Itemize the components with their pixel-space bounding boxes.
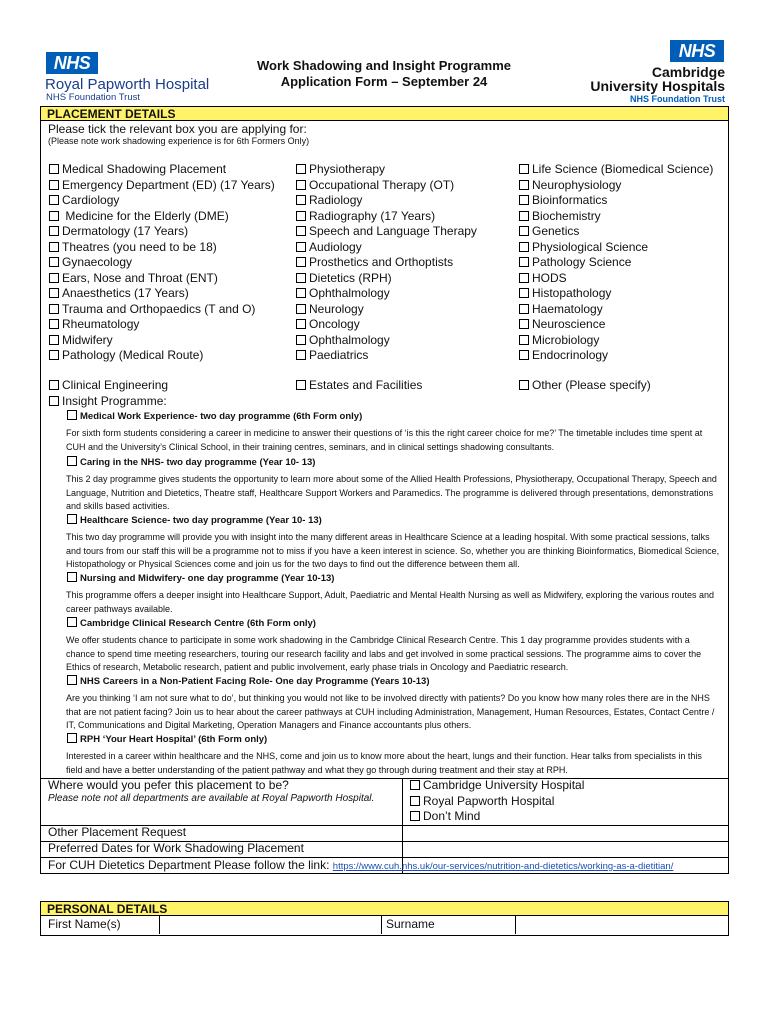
option-label: Pathology Science: [532, 255, 632, 269]
placement-option[interactable]: [519, 255, 713, 271]
form-title-line2: Application Form – September 24: [280, 74, 488, 89]
placement-option[interactable]: [519, 240, 713, 256]
checkbox[interactable]: [67, 456, 77, 466]
checkbox[interactable]: [49, 226, 59, 236]
option-label: Physiotherapy: [309, 162, 386, 176]
placement-option[interactable]: [49, 240, 275, 256]
placement-option[interactable]: [296, 178, 477, 194]
checkbox[interactable]: [67, 675, 77, 685]
other-request-label: Other Placement Request: [48, 825, 187, 839]
dietetics-link[interactable]: https://www.cuh.nhs.uk/our-services/nutrition-and-dietetics/working-as-a-dietitian/: [332, 861, 674, 872]
option-label: Emergency Department (ED) (17 Years): [62, 177, 275, 192]
placement-option[interactable]: [296, 240, 477, 256]
checkbox[interactable]: [67, 617, 77, 627]
checkbox[interactable]: [519, 335, 529, 345]
checkbox[interactable]: [296, 288, 306, 298]
programme-title[interactable]: RPH ‘Your Heart Hospital’ (6th Form only): [67, 733, 267, 745]
checkbox[interactable]: [49, 304, 59, 314]
placement-option[interactable]: [519, 271, 713, 287]
option-label: Occupational Therapy (OT): [309, 177, 455, 192]
placement-instruction: Please tick the relevant box you are applying for:: [48, 122, 307, 136]
placement-option[interactable]: [519, 162, 713, 178]
placement-option[interactable]: [519, 348, 713, 364]
checkbox[interactable]: [296, 242, 306, 252]
placement-option[interactable]: [296, 302, 477, 318]
checkbox[interactable]: [296, 180, 306, 190]
checkbox[interactable]: [49, 195, 59, 205]
nhs-logo-right: NHS: [670, 40, 724, 62]
option-label: Bioinformatics: [532, 193, 608, 207]
university-hospitals-name: University Hospitals: [590, 78, 725, 94]
checkbox[interactable]: [296, 164, 306, 174]
where-question: Where would you pefer this placement to be?: [48, 778, 289, 792]
option-estates-facilities[interactable]: Estates and Facilities: [296, 378, 422, 394]
checkbox[interactable]: [296, 304, 306, 314]
placement-option[interactable]: [49, 271, 275, 287]
checkbox[interactable]: [410, 796, 420, 806]
checkbox[interactable]: [410, 811, 420, 821]
checkbox[interactable]: [49, 380, 59, 390]
placement-option[interactable]: [296, 224, 477, 240]
checkbox[interactable]: [296, 335, 306, 345]
option-clinical-engineering[interactable]: Clinical Engineering: [49, 378, 168, 394]
placement-option[interactable]: [49, 162, 275, 178]
option-label: Rheumatology: [62, 317, 140, 331]
first-name-field[interactable]: [160, 917, 380, 933]
where-option-cuh[interactable]: Cambridge University Hospital: [410, 778, 584, 794]
option-label: Ophthalmology: [309, 332, 390, 347]
where-note: Please note not all departments are available at Royal Papworth Hospital.: [48, 793, 375, 804]
option-label: Radiology: [309, 193, 363, 207]
programme-description: We offer students chance to participate in some work shadowing in the Cambridge Clinical Research Centre. This 1 day programme provides students with a chance to spend time meeting researchers, touring our research facility and labs and get involved in some practical sessions. The programme aims to cover the Ethics of research, Metabolic research, patient and public involvement, early phase trials in Oncology and Paediatric research.: [66, 635, 702, 672]
checkbox[interactable]: [296, 211, 306, 221]
placement-option[interactable]: [296, 193, 477, 209]
programme-title[interactable]: Cambridge Clinical Research Centre (6th Form only): [67, 617, 316, 629]
placement-option[interactable]: [296, 255, 477, 271]
placement-option[interactable]: [519, 317, 713, 333]
placement-option[interactable]: [49, 178, 275, 194]
option-label: Physiological Science: [532, 239, 649, 254]
option-label: Audiology: [309, 239, 362, 254]
checkbox[interactable]: [49, 257, 59, 267]
checkbox[interactable]: [49, 288, 59, 298]
placement-option[interactable]: [296, 286, 477, 302]
cambridge-name: Cambridge: [651, 64, 725, 80]
checkbox[interactable]: [519, 273, 529, 283]
placement-option[interactable]: [49, 302, 275, 318]
checkbox[interactable]: [49, 242, 59, 252]
option-label: Medical Shadowing Placement: [62, 162, 227, 176]
checkbox[interactable]: [519, 180, 529, 190]
option-column-3: [519, 162, 713, 364]
placement-option[interactable]: [49, 255, 275, 271]
royal-papworth-name: Royal Papworth Hospital: [45, 76, 210, 93]
placement-option[interactable]: [49, 193, 275, 209]
checkbox[interactable]: [519, 242, 529, 252]
option-label: Cardiology: [62, 193, 120, 207]
where-option-dont-mind[interactable]: Don’t Mind: [410, 809, 480, 825]
first-name-label: First Name(s): [48, 917, 121, 931]
preferred-dates-label: Preferred Dates for Work Shadowing Placement: [48, 841, 304, 855]
placement-note: (Please note work shadowing experience is for 6th Formers Only): [48, 136, 310, 146]
checkbox[interactable]: [67, 572, 77, 582]
checkbox[interactable]: [296, 319, 306, 329]
checkbox[interactable]: [67, 514, 77, 524]
option-column-1: [49, 162, 275, 364]
surname-label: Surname: [386, 917, 435, 931]
option-label: Radiography (17 Years): [309, 208, 436, 223]
checkbox[interactable]: [49, 211, 59, 221]
option-label: Anaesthetics (17 Years): [62, 286, 189, 300]
option-label: Ears, Nose and Throat (ENT): [62, 270, 218, 285]
preferred-dates-field[interactable]: [403, 842, 727, 857]
other-request-field[interactable]: [403, 826, 727, 841]
checkbox[interactable]: [296, 273, 306, 283]
placement-option[interactable]: [49, 286, 275, 302]
programme-title[interactable]: Caring in the NHS- two day programme (Year 10- 13): [67, 456, 315, 468]
option-label: Gynaecology: [62, 255, 133, 269]
option-label: Midwifery: [62, 332, 113, 347]
programme-title[interactable]: NHS Careers in a Non-Patient Facing Role- One day Programme (Years 10-13): [67, 675, 430, 687]
left-foundation-trust: NHS Foundation Trust: [46, 92, 140, 103]
option-label: Microbiology: [532, 332, 600, 347]
programme-description: For sixth form students considering a career in medicine to answer their questions of ‘is this the right career choice for me?’ The timetable includes time spent at CUH and the University’s Clinical School, in their training centres, seminars, and in clinical settings shadowing consultants.: [66, 428, 703, 452]
surname-field[interactable]: [516, 917, 727, 933]
option-label: Genetics: [532, 224, 580, 238]
personal-heading: PERSONAL DETAILS: [41, 902, 728, 916]
option-label: Medicine for the Elderly (DME): [62, 208, 229, 223]
checkbox[interactable]: [67, 410, 77, 420]
placement-option[interactable]: [296, 348, 477, 364]
option-label: Theatres (you need to be 18): [62, 239, 217, 254]
programme-description: This 2 day programme gives students the opportunity to learn more about some of the Allied Health Professions, Physiotherapy, Occupational Therapy, Speech and Language, Nutrition and Dietetics, Theatre staff, Healthcare Support Workers and Paramedics. The programme is delivered through presentations, demonstrations and skills based activities.: [66, 474, 717, 511]
placement-option[interactable]: [49, 209, 275, 225]
option-label: Life Science (Biomedical Science): [532, 162, 714, 176]
option-label: Ophthalmology: [309, 286, 390, 300]
option-label: Histopathology: [532, 286, 612, 300]
checkbox[interactable]: [519, 288, 529, 298]
divider: [381, 916, 382, 934]
option-label: Haematology: [532, 301, 603, 316]
checkbox[interactable]: [519, 226, 529, 236]
checkbox[interactable]: [519, 304, 529, 314]
nhs-logo-left: NHS: [46, 52, 98, 74]
option-label: Prosthetics and Orthoptists: [309, 255, 454, 269]
placement-option[interactable]: [49, 317, 275, 333]
placement-option[interactable]: [519, 209, 713, 225]
checkbox[interactable]: [296, 226, 306, 236]
placement-option[interactable]: [519, 333, 713, 349]
option-column-2: [296, 162, 477, 364]
placement-option[interactable]: [519, 302, 713, 318]
option-label: Oncology: [309, 317, 360, 331]
dietetics-row: For CUH Dietetics Department Please follow the link: https://www.cuh.nhs.uk/our-services/nutrition-and-dietetics/working-as-a-dietitian/: [48, 858, 674, 872]
placement-heading: PLACEMENT DETAILS: [41, 107, 728, 121]
checkbox[interactable]: [519, 380, 529, 390]
checkbox[interactable]: [49, 273, 59, 283]
placement-option[interactable]: [519, 193, 713, 209]
programme-description: This two day programme will provide you with insight into the many different areas in Healthcare Science at a leading hospital. With some practical sessions, talks and tours from our staff this will be a programme not to miss if you have a keen interest in science. So, whether you are thinking Bioinformatics, Biomedical Science, Histopathology or Physical Sciences come and join us for the two days to find out the difference between them all.: [66, 532, 720, 569]
checkbox[interactable]: [49, 350, 59, 360]
checkbox[interactable]: [49, 335, 59, 345]
option-label: Dietetics (RPH): [309, 270, 392, 285]
checkbox[interactable]: [519, 319, 529, 329]
option-other[interactable]: Other (Please specify): [519, 378, 651, 394]
programme-description: Interested in a career within healthcare and the NHS, come and join us to know more about the heart, lungs and their function. Hear talks from specialists in this field and have a better understanding of the patient pathway and what they go through during treatment and their stay at RPH.: [66, 751, 702, 775]
checkbox[interactable]: [519, 164, 529, 174]
placement-option[interactable]: [519, 286, 713, 302]
placement-option[interactable]: [519, 224, 713, 240]
placement-option[interactable]: [296, 162, 477, 178]
placement-option[interactable]: [296, 209, 477, 225]
programme-title[interactable]: Nursing and Midwifery- one day programme (Year 10-13): [67, 572, 334, 584]
programme-title[interactable]: Healthcare Science- two day programme (Year 10- 13): [67, 514, 322, 526]
checkbox[interactable]: [519, 257, 529, 267]
checkbox[interactable]: [519, 195, 529, 205]
option-label: Biochemistry: [532, 208, 601, 223]
right-foundation-trust: NHS Foundation Trust: [630, 94, 725, 104]
programme-description: Are you thinking ‘I am not sure what to do’, but thinking you would not like to be involved directly with patients? Do you know how many roles there are in the NHS that are not patient facing? Join us to hear about the career pathways at CUH including Administration, Management, Human Resources, Estates, Contact Centre / IT, Communications and Digital Marketing, Operation Managers and Finance accountants plus others.: [66, 693, 715, 730]
placement-option[interactable]: [49, 348, 275, 364]
option-insight-programme[interactable]: Insight Programme:: [49, 394, 167, 410]
placement-option[interactable]: [296, 333, 477, 349]
placement-option[interactable]: [519, 178, 713, 194]
form-title-line1: Work Shadowing and Insight Programme: [256, 58, 511, 73]
checkbox[interactable]: [49, 319, 59, 329]
option-label: Endocrinology: [532, 348, 609, 362]
placement-option[interactable]: [49, 224, 275, 240]
option-label: Neurophysiology: [532, 177, 622, 192]
checkbox[interactable]: [296, 350, 306, 360]
option-label: Neuroscience: [532, 317, 606, 331]
programme-title[interactable]: Medical Work Experience- two day programme (6th Form only): [67, 410, 362, 422]
checkbox[interactable]: [296, 380, 306, 390]
checkbox[interactable]: [519, 211, 529, 221]
checkbox[interactable]: [67, 733, 77, 743]
option-label: HODS: [532, 270, 567, 285]
option-label: Paediatrics: [309, 348, 369, 362]
option-label: Dermatology (17 Years): [62, 224, 189, 238]
programme-description: This programme offers a deeper insight into Healthcare Support, Adult, Paediatric and Mental Health Nursing as well as Midwifery, exploring the various routes and career pathways available.: [66, 590, 714, 614]
placement-option[interactable]: [49, 333, 275, 349]
checkbox[interactable]: [296, 195, 306, 205]
checkbox[interactable]: [49, 396, 59, 406]
option-label: Neurology: [309, 301, 364, 316]
option-label: Pathology (Medical Route): [62, 348, 204, 362]
checkbox[interactable]: [49, 180, 59, 190]
checkbox[interactable]: [410, 780, 420, 790]
option-label: Speech and Language Therapy: [309, 224, 477, 238]
checkbox[interactable]: [49, 164, 59, 174]
checkbox[interactable]: [519, 350, 529, 360]
checkbox[interactable]: [296, 257, 306, 267]
placement-option[interactable]: [296, 317, 477, 333]
option-label: Trauma and Orthopaedics (T and O): [62, 301, 256, 316]
where-option-rph[interactable]: Royal Papworth Hospital: [410, 794, 554, 810]
placement-option[interactable]: [296, 271, 477, 287]
